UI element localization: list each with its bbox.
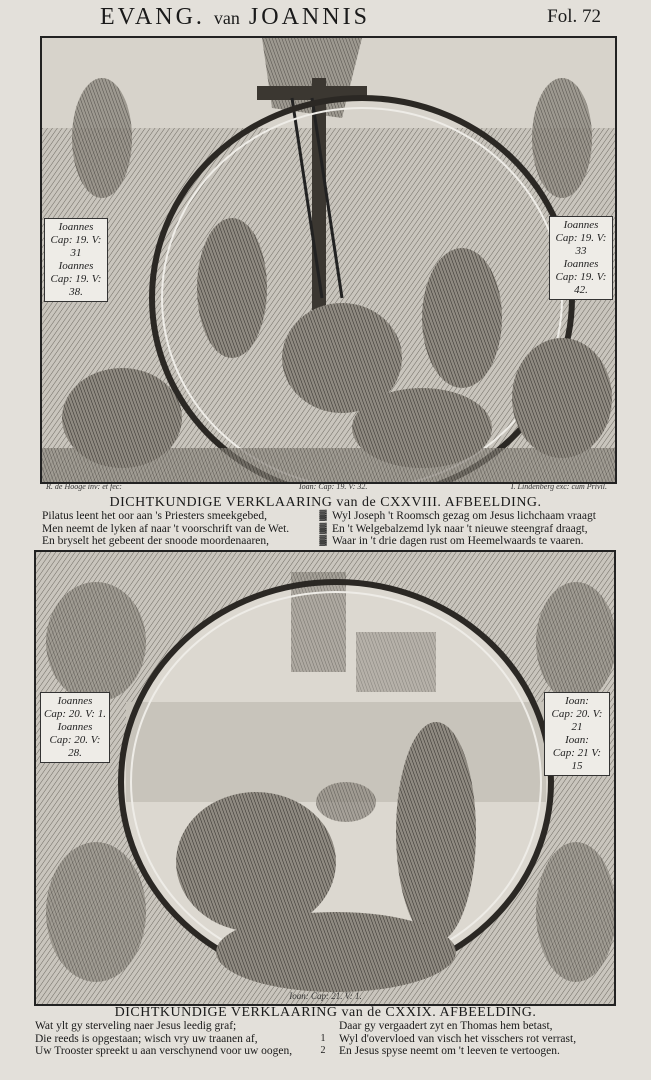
credit-publisher: I. Lindenberg exc: cum Privil. [510,482,607,491]
cartouche-line: Cap: 20. V: 1. [44,708,106,720]
verse-line: Wyl d'overvloed van visch het visschers rot verrast, [339,1032,577,1045]
ornament-glyph [322,1020,325,1031]
verse-left-128 [42,510,312,548]
cartouche-line: Ioannes [563,258,599,270]
running-title [100,4,370,31]
engraving-miraculous-catch [34,550,616,1006]
cartouche-left [40,692,110,763]
verse-line: En Jesus spyse neemt om 't leeven te vertoogen. [339,1045,560,1057]
ornament-glyph: ▓ [319,535,327,546]
cartouche-line: Ioannes [58,260,94,272]
credit-reference: Ioan: Cap: 19. V: 32. [299,482,368,491]
verse-line: En 't Welgebalzemd lyk naar 't nieuwe steengraf draagt, [332,522,588,535]
cartouche-line: Cap: 20. V: 21 [551,708,603,733]
ornament-column [318,510,328,548]
cartouche-line: Cap: 21 V: 15 [552,747,602,772]
verse-left-129 [35,1020,305,1058]
engraving-deposition-image [42,38,615,482]
plate2-reference: Ioan: Cap: 21. V: 1. [289,991,362,1001]
cartouche-line: Cap: 20. V: 28. [49,734,101,759]
cartouche-left [44,218,108,302]
verse-right-128 [332,510,632,548]
verse-line: Die reeds is opgestaan; wisch vry uw traanen af, [35,1032,258,1045]
cartouche-line: Cap: 19. V: 38. [50,273,102,298]
ornament-glyph: ▓ [319,510,327,521]
folio-number: Fol. 72 [547,6,601,27]
verse-line: Pilatus leent het oor aan 's Priesters smeekgebed, [42,510,267,522]
running-title-part1: EVANG. [100,4,205,30]
cartouche-line: Cap: 19. V: 33 [555,232,607,257]
cartouche-line: Ioannes [58,221,94,233]
cartouche-line: Cap: 19. V: 31 [50,234,102,259]
plate1-credits [44,482,609,494]
ornament-column [318,1020,328,1058]
verse-line: En bryselt het gebeent der snoode moordenaaren, [42,535,270,547]
running-title-part3: JOANNIS [248,4,370,30]
cartouche-line: Ioannes [57,721,93,733]
verse-line: Men neemt de lyken af naar 't voorschrift van de Wet. [42,522,290,535]
cartouche-line: Cap: 19. V: 42. [555,271,607,296]
caption-title-128: DICHTKUNDIGE VERKLAARING van de CXXVIII. AFBEELDING. [109,495,542,510]
verse-line: Uw Trooster spreekt u aan verschynend voor uw oogen, [35,1045,293,1057]
cartouche-line: Ioannes [57,695,93,707]
caption-title-129: DICHTKUNDIGE VERKLAARING van de CXXIX. AFBEELDING. [114,1005,537,1020]
cartouche-line: Ioan: [565,734,589,746]
ornament-glyph: ▓ [319,522,327,534]
verse-line: Waar in 't drie dagen rust om Heemelwaards te vaaren. [332,535,584,547]
cartouche-line: Ioan: [565,695,589,707]
verse-line: Wat ylt gy sterveling naer Jesus leedig graf; [35,1020,237,1032]
page-header [40,4,611,34]
cartouche-right [549,216,613,300]
cartouche-right [544,692,610,776]
verse-line: Daar gy vergaadert zyt en Thomas hem betast, [339,1020,553,1032]
credit-artist: R. de Hooge inv: et fec: [46,482,122,491]
engraving-miraculous-catch-image [36,552,614,1004]
verse-line: Wyl Joseph 't Roomsch gezag om Jesus lichchaam vraagt [332,510,596,522]
ornament-mark: 1 [320,1032,326,1044]
ornament-mark: 2 [320,1045,326,1056]
cartouche-line: Ioannes [563,219,599,231]
engraving-deposition [40,36,617,484]
verse-right-129 [339,1020,639,1058]
running-title-part2: van [213,8,240,28]
